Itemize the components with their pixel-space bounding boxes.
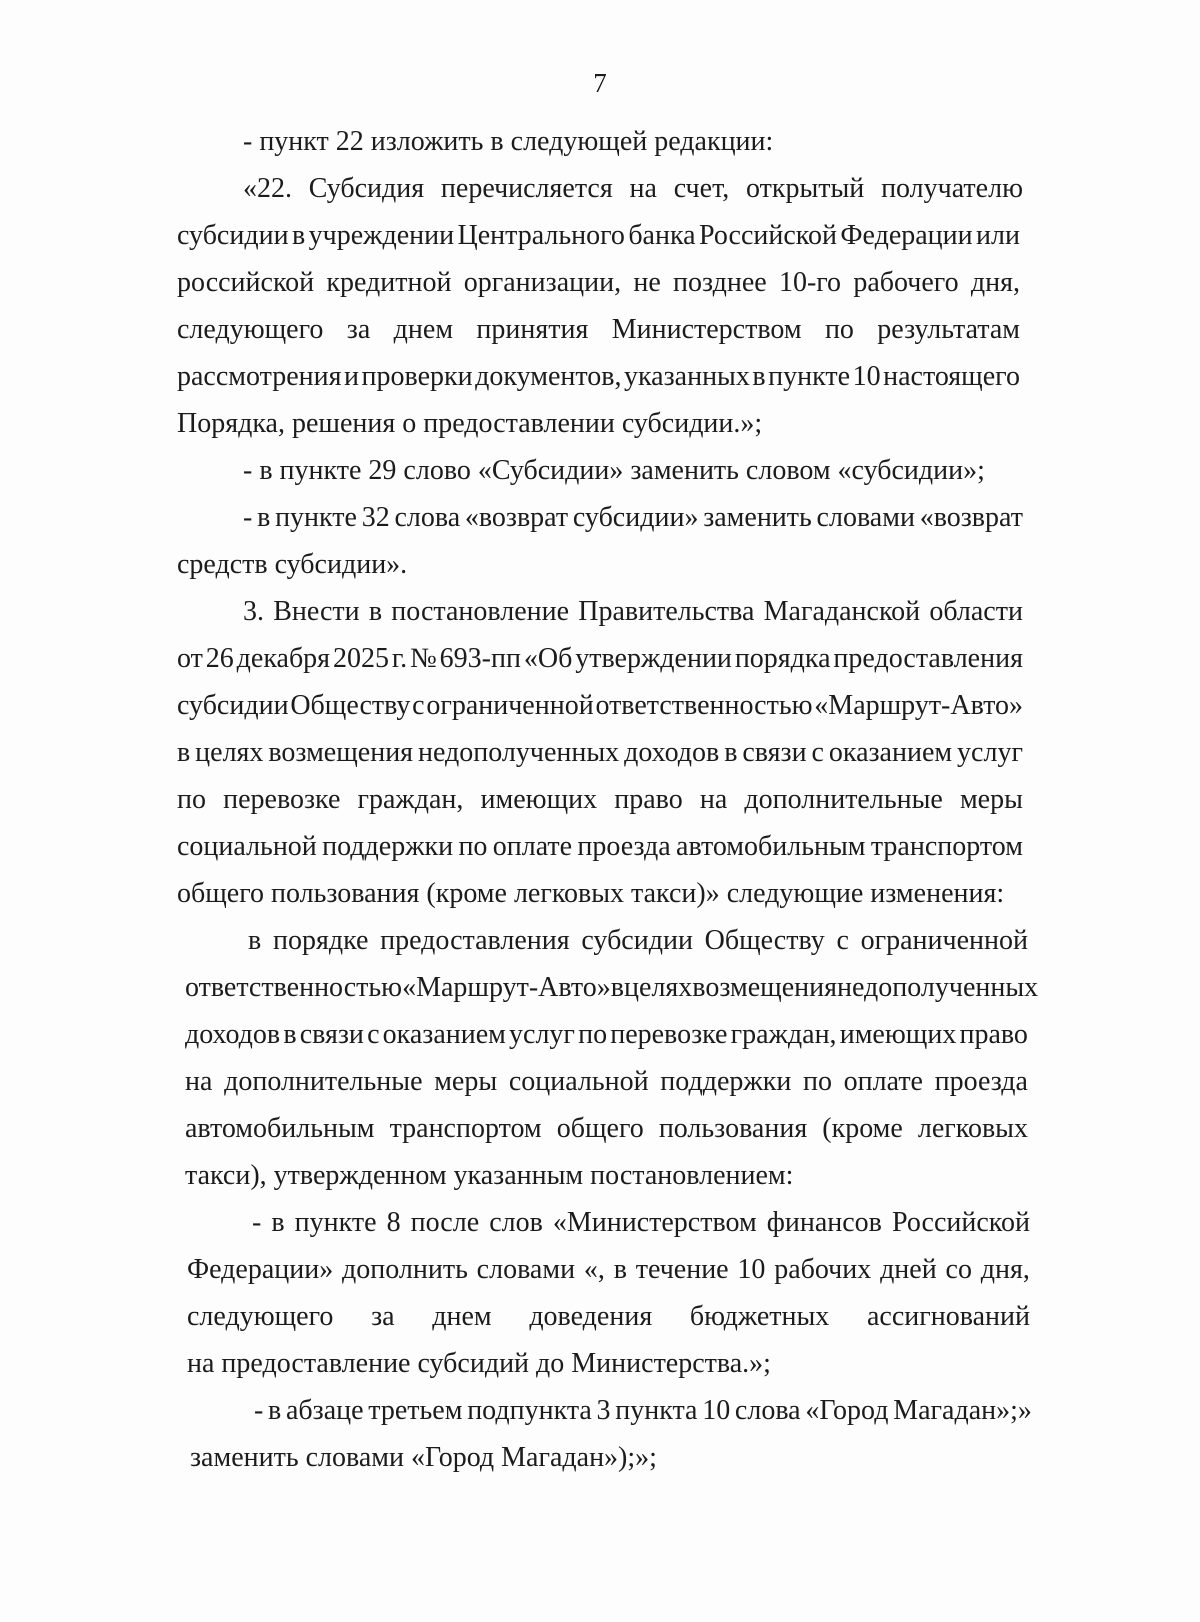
text-line: заменить словами «Город Магадан»);»;	[190, 1442, 657, 1473]
text-line: общего пользования (кроме легковых такси)» следующие изменения:	[177, 878, 1005, 909]
text-line: средств субсидии».	[177, 549, 408, 580]
text-line: социальной поддержки по оплате проезда автомобильным транспортом	[177, 831, 1023, 862]
text-line: следующего за днем принятия Министерством по результатам	[177, 314, 1020, 345]
text-line: Порядка, решения о предоставлении субсидии.»;	[177, 408, 763, 439]
text-line: 3. Внести в постановление Правительства Магаданской области	[243, 596, 1023, 627]
text-line: ответственностью «Маршрут-Авто» в целях возмещения недополученных	[185, 972, 1039, 1003]
text-line: автомобильным транспортом общего пользования (кроме легковых	[185, 1113, 1028, 1144]
text-line: - в пункте 32 слова «возврат субсидии» заменить словами «возврат	[243, 502, 1023, 533]
text-line: от 26 декабря 2025 г. № 693-пп «Об утверждении порядка предоставления	[177, 643, 1023, 674]
text-line: - в абзаце третьем подпункта 3 пункта 10 слова «Город Магадан»;»	[254, 1395, 1032, 1426]
text-line: субсидии в учреждении Центрального банка Российской Федерации или	[177, 220, 1020, 251]
text-line: в целях возмещения недополученных доходов в связи с оказанием услуг	[177, 737, 1023, 768]
text-line: субсидии Обществу с ограниченной ответственностью «Маршрут-Авто»	[177, 690, 1023, 721]
text-line: - в пункте 29 слово «Субсидии» заменить словом «субсидии»;	[243, 455, 985, 486]
text-line: российской кредитной организации, не позднее 10-го рабочего дня,	[177, 267, 1020, 298]
text-line: следующего за днем доведения бюджетных ассигнований	[187, 1301, 1030, 1332]
text-line: - пункт 22 изложить в следующей редакции:	[243, 126, 774, 157]
text-line: по перевозке граждан, имеющих право на дополнительные меры	[177, 784, 1023, 815]
text-line: «22. Субсидия перечисляется на счет, открытый получателю	[243, 173, 1023, 204]
text-line: рассмотрения и проверки документов, указанных в пункте 10 настоящего	[177, 361, 1020, 392]
text-line: - в пункте 8 после слов «Министерством финансов Российской	[252, 1207, 1030, 1238]
text-line: доходов в связи с оказанием услуг по перевозке граждан, имеющих право	[185, 1019, 1028, 1050]
text-line: на дополнительные меры социальной поддержки по оплате проезда	[185, 1066, 1028, 1097]
text-line: в порядке предоставления субсидии Обществу с ограниченной	[248, 925, 1028, 956]
text-line: Федерации» дополнить словами «, в течение 10 рабочих дней со дня,	[187, 1254, 1030, 1285]
text-line: на предоставление субсидий до Министерства.»;	[187, 1348, 771, 1379]
page-number: 7	[593, 68, 607, 98]
text-line: такси), утвержденном указанным постановлением:	[185, 1160, 794, 1191]
